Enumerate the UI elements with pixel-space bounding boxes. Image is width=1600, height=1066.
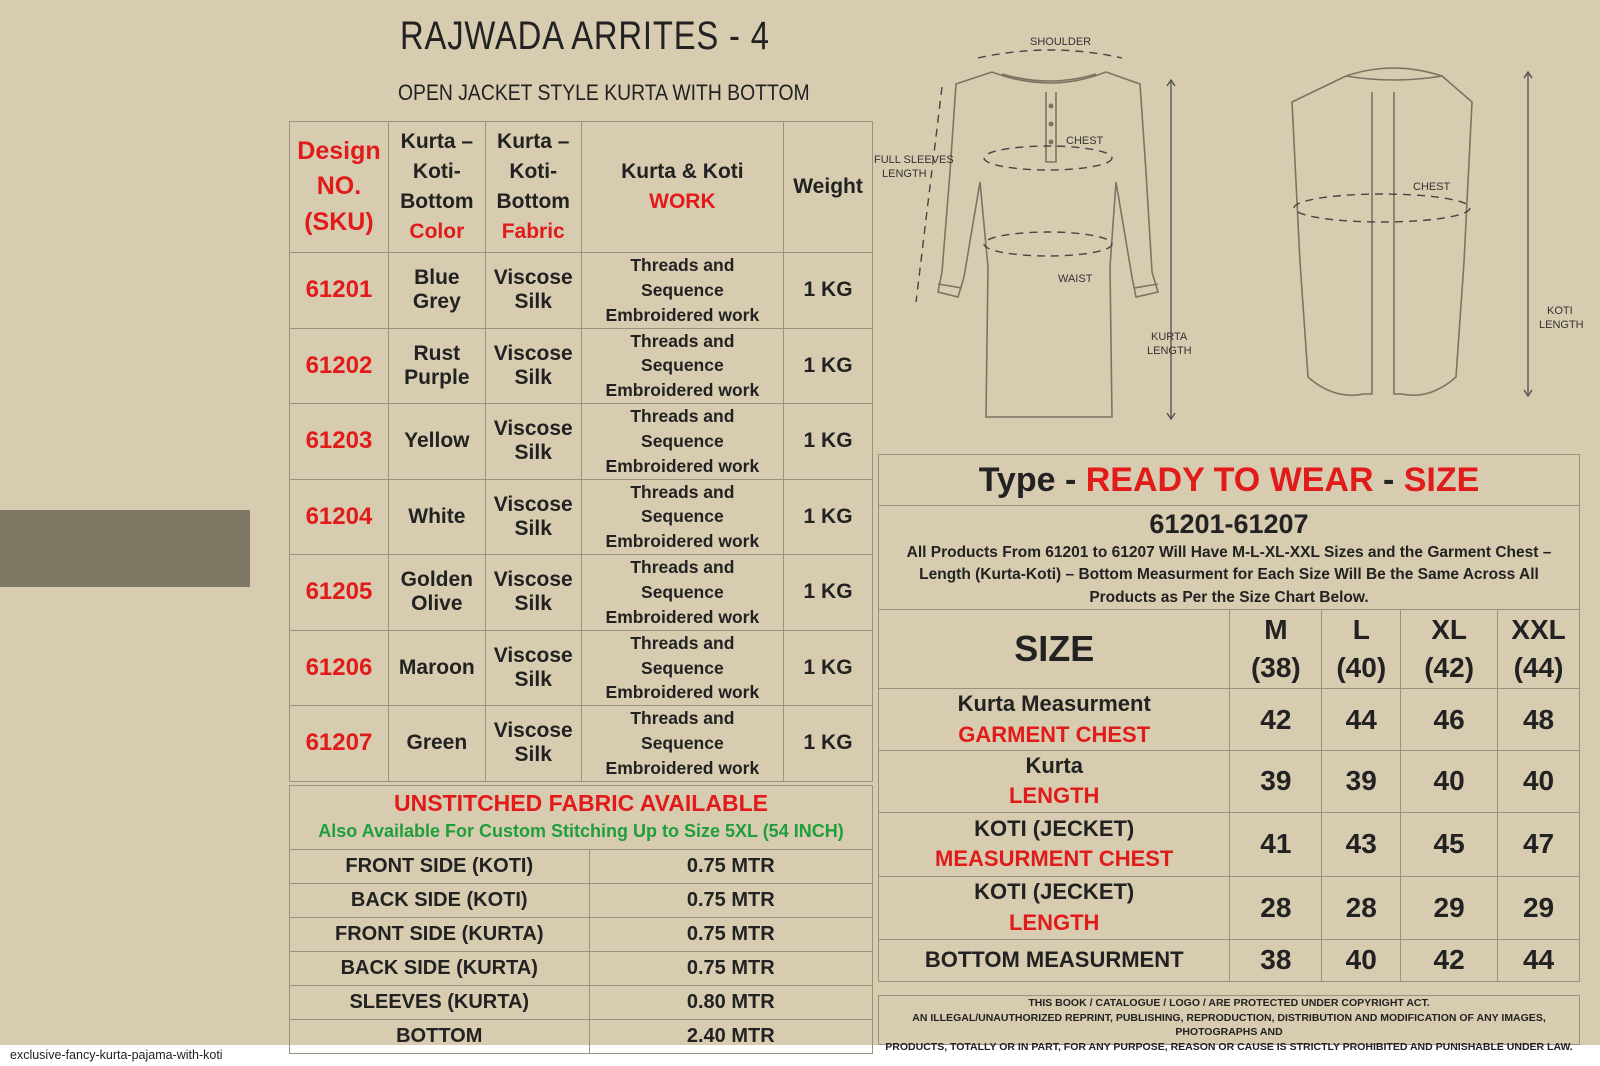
label-koti-length: LENGTH — [1539, 319, 1584, 331]
fabric-header-row — [290, 786, 873, 850]
fabric-part: BACK SIDE (KURTA) — [290, 952, 590, 986]
measurement-value: 43 — [1322, 812, 1401, 876]
kurta-length-arrow — [1167, 80, 1175, 419]
type-separator: - — [1373, 460, 1404, 499]
cell-line: Threads and — [630, 330, 735, 351]
fabric-cell — [485, 253, 581, 329]
weight-cell: 1 KG — [784, 404, 873, 480]
measurement-value: 48 — [1498, 689, 1580, 751]
fabric-part: FRONT SIDE (KURTA) — [290, 918, 590, 952]
design-row — [290, 630, 873, 706]
cell-line: Silk — [514, 365, 552, 389]
koti-length-arrow — [1524, 72, 1532, 396]
size-name: M — [1264, 613, 1288, 645]
fabric-cell — [485, 479, 581, 555]
header-line: Koti- — [509, 160, 558, 184]
header-line: NO. — [316, 172, 362, 201]
header-line-red: Fabric — [501, 219, 565, 243]
label-chest: CHEST — [1066, 135, 1104, 147]
size-header-cell — [1498, 610, 1580, 689]
color-cell — [388, 328, 485, 404]
sku-cell: 61201 — [290, 253, 389, 329]
work-cell — [581, 328, 783, 404]
cell-line: Embroidered work — [605, 606, 760, 627]
measurement-name: KOTI (JECKET) — [974, 815, 1135, 841]
color-cell — [388, 630, 485, 706]
measurement-value: 39 — [1230, 751, 1322, 813]
fabric-title: UNSTITCHED FABRIC AVAILABLE — [394, 790, 768, 817]
header-line-red: WORK — [649, 190, 716, 213]
label-kurta-length: LENGTH — [1147, 345, 1192, 357]
sku-cell: 61203 — [290, 404, 389, 480]
cell-line: Embroidered work — [605, 455, 760, 476]
fabric-qty: 0.75 MTR — [589, 850, 872, 884]
sku-cell: 61205 — [290, 555, 389, 631]
fabric-cell — [485, 706, 581, 782]
cell-line: Rust — [413, 341, 461, 365]
header-color — [388, 122, 485, 253]
cell-line: Embroidered work — [605, 682, 760, 703]
fabric-cell — [485, 404, 581, 480]
measurement-value: 38 — [1230, 939, 1322, 981]
fabric-cell — [485, 630, 581, 706]
work-cell — [581, 253, 783, 329]
size-name: XXL — [1511, 613, 1566, 645]
cell-line: Viscose — [493, 568, 573, 592]
cell-line: Viscose — [493, 266, 573, 290]
size-label: SIZE — [879, 610, 1230, 689]
type-heading — [879, 455, 1580, 506]
weight-cell: 1 KG — [784, 328, 873, 404]
work-cell — [581, 630, 783, 706]
page-title: RAJWADA ARRITES - 4 — [400, 14, 770, 58]
header-weight — [784, 122, 873, 253]
fabric-qty: 2.40 MTR — [589, 1020, 872, 1054]
header-line: Kurta – — [400, 130, 474, 154]
cell-line: Embroidered work — [605, 304, 760, 325]
cell-line: Threads and — [630, 406, 735, 427]
cell-line: Sequence — [641, 733, 724, 754]
range-row — [879, 506, 1580, 543]
cell-line: Threads and — [630, 557, 735, 578]
size-header-cell — [1401, 610, 1498, 689]
cell-line: Threads and — [630, 255, 735, 275]
fabric-qty: 0.80 MTR — [589, 986, 872, 1020]
cell-line: Grey — [412, 290, 461, 314]
measurement-label — [879, 876, 1230, 939]
image-caption: exclusive-fancy-kurta-pajama-with-koti — [10, 1048, 223, 1062]
header-line: Design — [297, 136, 381, 165]
cell-line: Maroon — [398, 655, 475, 679]
cell-line: Viscose — [493, 417, 573, 441]
cell-line: Silk — [514, 516, 552, 540]
size-header-row — [879, 610, 1580, 689]
koti-sketch — [1292, 68, 1472, 395]
page-subtitle: OPEN JACKET STYLE KURTA WITH BOTTOM — [398, 80, 810, 105]
sku-cell: 61207 — [290, 706, 389, 782]
measurement-value: 39 — [1322, 751, 1401, 813]
label-waist: WAIST — [1058, 273, 1093, 285]
cell-line: Threads and — [630, 481, 735, 502]
cell-line: Threads and — [630, 708, 735, 729]
measurement-value: 28 — [1230, 876, 1322, 939]
work-cell — [581, 479, 783, 555]
copyright-line: AN ILLEGAL/UNAUTHORIZED REPRINT, PUBLISHING, REPRODUCTION, DISTRIBUTION AND MODIFICATION OF ANY IMAGES, PHOTOGRAPHS AND — [912, 1011, 1546, 1039]
placket-buttons — [1049, 104, 1054, 145]
color-cell — [388, 706, 485, 782]
cell-line: Silk — [514, 290, 552, 314]
header-line: Koti- — [412, 160, 461, 184]
measurement-subname: LENGTH — [1008, 909, 1100, 935]
measurement-value: 42 — [1401, 939, 1498, 981]
type-prefix: Type - — [978, 460, 1086, 499]
cell-line: Viscose — [493, 341, 573, 365]
fabric-row — [290, 952, 873, 986]
header-design — [290, 122, 389, 253]
measurement-row — [879, 689, 1580, 751]
cell-line: Sequence — [641, 657, 724, 678]
measurement-value: 28 — [1322, 876, 1401, 939]
fabric-table-body — [290, 850, 873, 1054]
measurement-value: 44 — [1322, 689, 1401, 751]
label-koti-chest: CHEST — [1413, 181, 1451, 193]
measurement-label — [879, 689, 1230, 751]
measurement-value: 40 — [1322, 939, 1401, 981]
cell-line: Sequence — [641, 430, 724, 451]
design-row — [290, 706, 873, 782]
design-row — [290, 404, 873, 480]
type-suffix: SIZE — [1403, 460, 1480, 499]
kurta-measure-lines — [916, 50, 1122, 302]
cell-line: Golden — [400, 568, 474, 592]
color-cell — [388, 404, 485, 480]
fabric-row — [290, 1020, 873, 1054]
work-cell — [581, 706, 783, 782]
measurement-value: 41 — [1230, 812, 1322, 876]
note-row — [879, 542, 1580, 610]
fabric-row — [290, 850, 873, 884]
measurement-name: Kurta Measurment — [957, 691, 1151, 717]
design-row — [290, 253, 873, 329]
cell-line: Silk — [514, 667, 552, 691]
cell-line: Sequence — [641, 581, 724, 602]
type-row — [879, 455, 1580, 506]
copyright-line: THIS BOOK / CATALOGUE / LOGO / ARE PROTECTED UNDER COPYRIGHT ACT. — [1028, 997, 1430, 1009]
weight-cell: 1 KG — [784, 630, 873, 706]
cell-line: Sequence — [641, 355, 724, 376]
cell-line: Viscose — [493, 719, 573, 743]
range-heading: 61201-61207 — [879, 506, 1580, 543]
measurement-label — [879, 751, 1230, 813]
weight-cell: 1 KG — [784, 555, 873, 631]
design-table — [289, 121, 873, 782]
work-cell — [581, 555, 783, 631]
size-number: (40) — [1336, 652, 1387, 684]
fabric-qty: 0.75 MTR — [589, 884, 872, 918]
design-table-header — [290, 122, 873, 253]
sku-cell: 61206 — [290, 630, 389, 706]
fabric-note: Also Available For Custom Stitching Up to Size 5XL (54 INCH) — [318, 820, 844, 841]
kurta-sketch — [938, 72, 1158, 417]
cell-line: Silk — [514, 743, 552, 767]
measurement-subname: MEASURMENT CHEST — [935, 846, 1174, 872]
cell-line: Yellow — [404, 429, 470, 453]
weight-cell: 1 KG — [784, 706, 873, 782]
cell-line: Viscose — [493, 492, 573, 516]
weight-cell: 1 KG — [784, 479, 873, 555]
measurement-value: 40 — [1498, 751, 1580, 813]
cell-line: Embroidered work — [605, 380, 760, 401]
sku-cell: 61202 — [290, 328, 389, 404]
measurement-value: 45 — [1401, 812, 1498, 876]
label-kurta: KURTA — [1151, 331, 1188, 343]
measurement-name: BOTTOM MEASURMENT — [924, 947, 1184, 973]
fabric-part: BACK SIDE (KOTI) — [290, 884, 590, 918]
design-row — [290, 555, 873, 631]
cell-line: Purple — [404, 365, 470, 389]
cell-line: Sequence — [641, 506, 724, 527]
header-line: Weight — [793, 175, 863, 199]
koti-measure-lines — [1294, 194, 1470, 222]
measurement-value: 47 — [1498, 812, 1580, 876]
measurement-name: KOTI (JECKET) — [974, 879, 1135, 905]
fabric-part: BOTTOM — [290, 1020, 590, 1054]
measurement-value: 29 — [1498, 876, 1580, 939]
size-name: XL — [1431, 613, 1468, 645]
header-line: Kurta & Koti — [621, 160, 744, 184]
label-sleeves-length: LENGTH — [882, 168, 927, 180]
size-name: L — [1352, 613, 1370, 645]
fabric-part: FRONT SIDE (KOTI) — [290, 850, 590, 884]
sku-cell: 61204 — [290, 479, 389, 555]
fabric-qty: 0.75 MTR — [589, 952, 872, 986]
cell-line: Silk — [514, 592, 552, 616]
size-number: (44) — [1513, 652, 1564, 684]
label-full-sleeves: FULL SLEEVES — [874, 154, 954, 166]
cell-line: Threads and — [630, 632, 735, 653]
label-shoulder: SHOULDER — [1030, 36, 1092, 48]
measurement-label — [879, 812, 1230, 876]
size-number: (42) — [1424, 652, 1475, 684]
fabric-row — [290, 918, 873, 952]
copyright-notice — [878, 995, 1580, 1054]
size-chart-body — [879, 689, 1580, 981]
cell-line: White — [408, 504, 466, 528]
size-number: (38) — [1250, 652, 1301, 684]
cell-line: Viscose — [493, 643, 573, 667]
fabric-cell — [485, 555, 581, 631]
measurement-value: 29 — [1401, 876, 1498, 939]
cell-line: Embroidered work — [605, 531, 760, 552]
weight-cell: 1 KG — [784, 253, 873, 329]
fabric-cell — [485, 328, 581, 404]
header-work — [581, 122, 783, 253]
color-cell — [388, 253, 485, 329]
label-koti: KOTI — [1547, 305, 1573, 317]
measurement-name: Kurta — [1025, 753, 1083, 779]
measurement-value: 46 — [1401, 689, 1498, 751]
size-chart-table — [878, 454, 1580, 982]
fabric-part: SLEEVES (KURTA) — [290, 986, 590, 1020]
design-row — [290, 328, 873, 404]
color-cell — [388, 479, 485, 555]
fabric-qty: 0.75 MTR — [589, 918, 872, 952]
header-line: Bottom — [400, 190, 474, 213]
header-line-red: Color — [409, 219, 465, 243]
size-header-cell — [1230, 610, 1322, 689]
cell-line: Embroidered work — [605, 757, 760, 778]
design-table-body — [290, 253, 873, 782]
measurement-value: 42 — [1230, 689, 1322, 751]
measurement-row — [879, 939, 1580, 981]
measurement-row — [879, 876, 1580, 939]
cell-line: Olive — [411, 592, 463, 616]
measurement-subname: LENGTH — [1008, 783, 1100, 809]
size-note: All Products From 61201 to 61207 Will Have M-L-XL-XXL Sizes and the Garment Chest – Length (Kurta-Koti) – Bottom Measurment for Each Size Will Be the Same Across All Products as Per the Size Chart Below. — [879, 542, 1580, 610]
measurement-row — [879, 812, 1580, 876]
gray-block — [0, 510, 250, 587]
header-line: (SKU) — [304, 207, 374, 236]
copyright-line: PRODUCTS, TOTALLY OR IN PART, FOR ANY PURPOSE, REASON OR CAUSE IS STRICTLY PROHIBITED AND PUNISHABLE UNDER LAW. — [885, 1041, 1573, 1054]
measurement-value: 40 — [1401, 751, 1498, 813]
type-value: READY TO WEAR — [1085, 460, 1374, 499]
header-line: Kurta – — [497, 130, 570, 154]
cell-line: Sequence — [641, 279, 724, 300]
measurement-value: 44 — [1498, 939, 1580, 981]
header-line: Bottom — [496, 190, 570, 213]
fabric-header — [290, 786, 873, 850]
cell-line: Blue — [414, 266, 460, 290]
work-cell — [581, 404, 783, 480]
fabric-table — [289, 785, 873, 1054]
measurement-subname: GARMENT CHEST — [958, 721, 1151, 747]
garment-diagram — [870, 22, 1600, 442]
design-row — [290, 479, 873, 555]
fabric-row — [290, 986, 873, 1020]
header-fabric — [485, 122, 581, 253]
color-cell — [388, 555, 485, 631]
measurement-row — [879, 751, 1580, 813]
fabric-row — [290, 884, 873, 918]
size-header-cell — [1322, 610, 1401, 689]
cell-line: Silk — [514, 441, 552, 465]
cell-line: Green — [406, 731, 468, 755]
measurement-label — [879, 939, 1230, 981]
